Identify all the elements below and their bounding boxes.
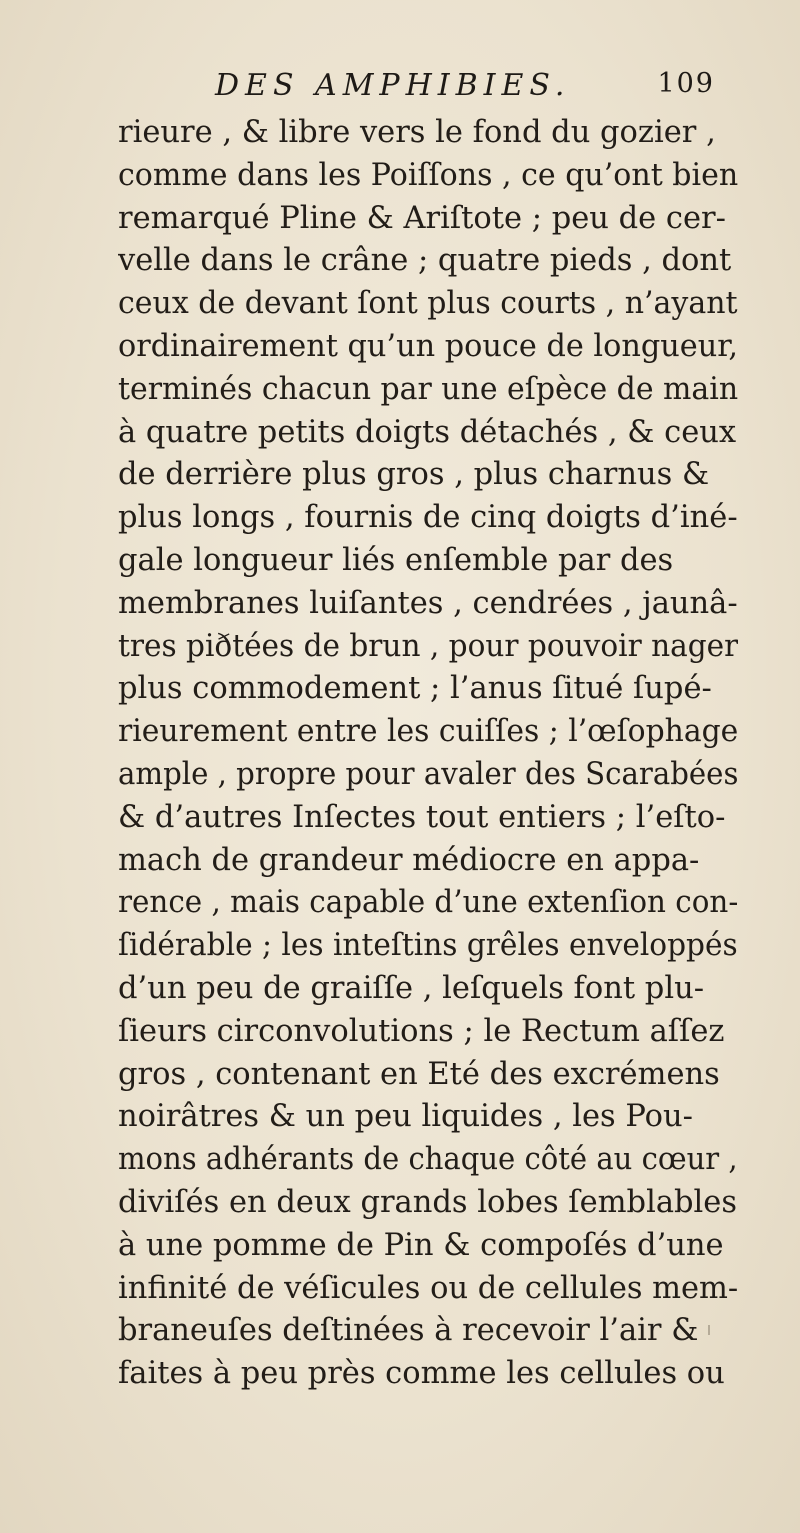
text-line: ordinairement qu’un pouce de longueur, [118, 328, 738, 364]
text-line: gros , contenant en Eté des excrémens [118, 1056, 720, 1092]
text-line: rence , mais capable d’une extenſion con- [118, 885, 738, 921]
text-line: noirâtres & un peu liquides , les Pou- [118, 1099, 693, 1135]
page-number: 109 [657, 68, 715, 99]
text-line: ample , propre pour avaler des Scarabées [118, 756, 738, 792]
text-line: à quatre petits doigts détachés , & ceux [118, 414, 737, 450]
text-line: & d’autres Inſectes tout entiers ; l’eſto- [118, 799, 726, 835]
text-line: faites à peu près comme les cellules ou [118, 1356, 725, 1392]
text-line: terminés chacun par une eſpèce de main [118, 371, 738, 407]
text-line: membranes luiſantes , cendrées , jaunâ- [118, 585, 738, 621]
text-line: tres piðtées de brun , pour pouvoir nager [118, 628, 738, 664]
text-line: remarqué Pline & Ariſtote ; peu de cer- [118, 200, 726, 236]
text-line: comme dans les Poiſſons , ce qu’ont bien [118, 157, 738, 193]
paper-mark [708, 1325, 710, 1335]
text-line: à une pomme de Pin & compoſés d’une [118, 1227, 724, 1263]
text-line: de derrière plus gros , plus charnus & [118, 457, 710, 493]
text-line: rieurement entre les cuiſſes ; l’œſophage [118, 714, 738, 750]
text-line: gale longueur liés enſemble par des [118, 542, 674, 578]
text-line: mons adhérants de chaque côté au cœur , [118, 1142, 738, 1178]
body-text [118, 112, 738, 1396]
text-line: plus commodement ; l’anus ſitué ſupé- [118, 671, 712, 707]
running-title: DES AMPHIBIES. [215, 68, 571, 103]
text-line: diviſés en deux grands lobes ſemblables [118, 1184, 737, 1220]
text-line: mach de grandeur médiocre en appa- [118, 842, 700, 878]
text-line: d’un peu de graiſſe , leſquels font plu- [118, 970, 705, 1006]
page-header [215, 68, 715, 108]
text-line: ceux de devant ſont plus courts , n’ayant [118, 286, 738, 322]
text-line: plus longs , fournis de cinq doigts d’iné- [118, 500, 738, 536]
text-line: braneuſes deſtinées à recevoir l’air & [118, 1313, 699, 1349]
text-line: rieure , & libre vers le fond du gozier , [118, 115, 716, 150]
text-line: velle dans le crâne ; quatre pieds , dont [118, 243, 732, 279]
text-line: infinité de véſicules ou de cellules mem- [118, 1270, 738, 1306]
text-line: ſidérable ; les inteſtins grêles enveloppés [118, 928, 738, 964]
text-line: ſieurs circonvolutions ; le Rectum aſſez [118, 1013, 725, 1049]
